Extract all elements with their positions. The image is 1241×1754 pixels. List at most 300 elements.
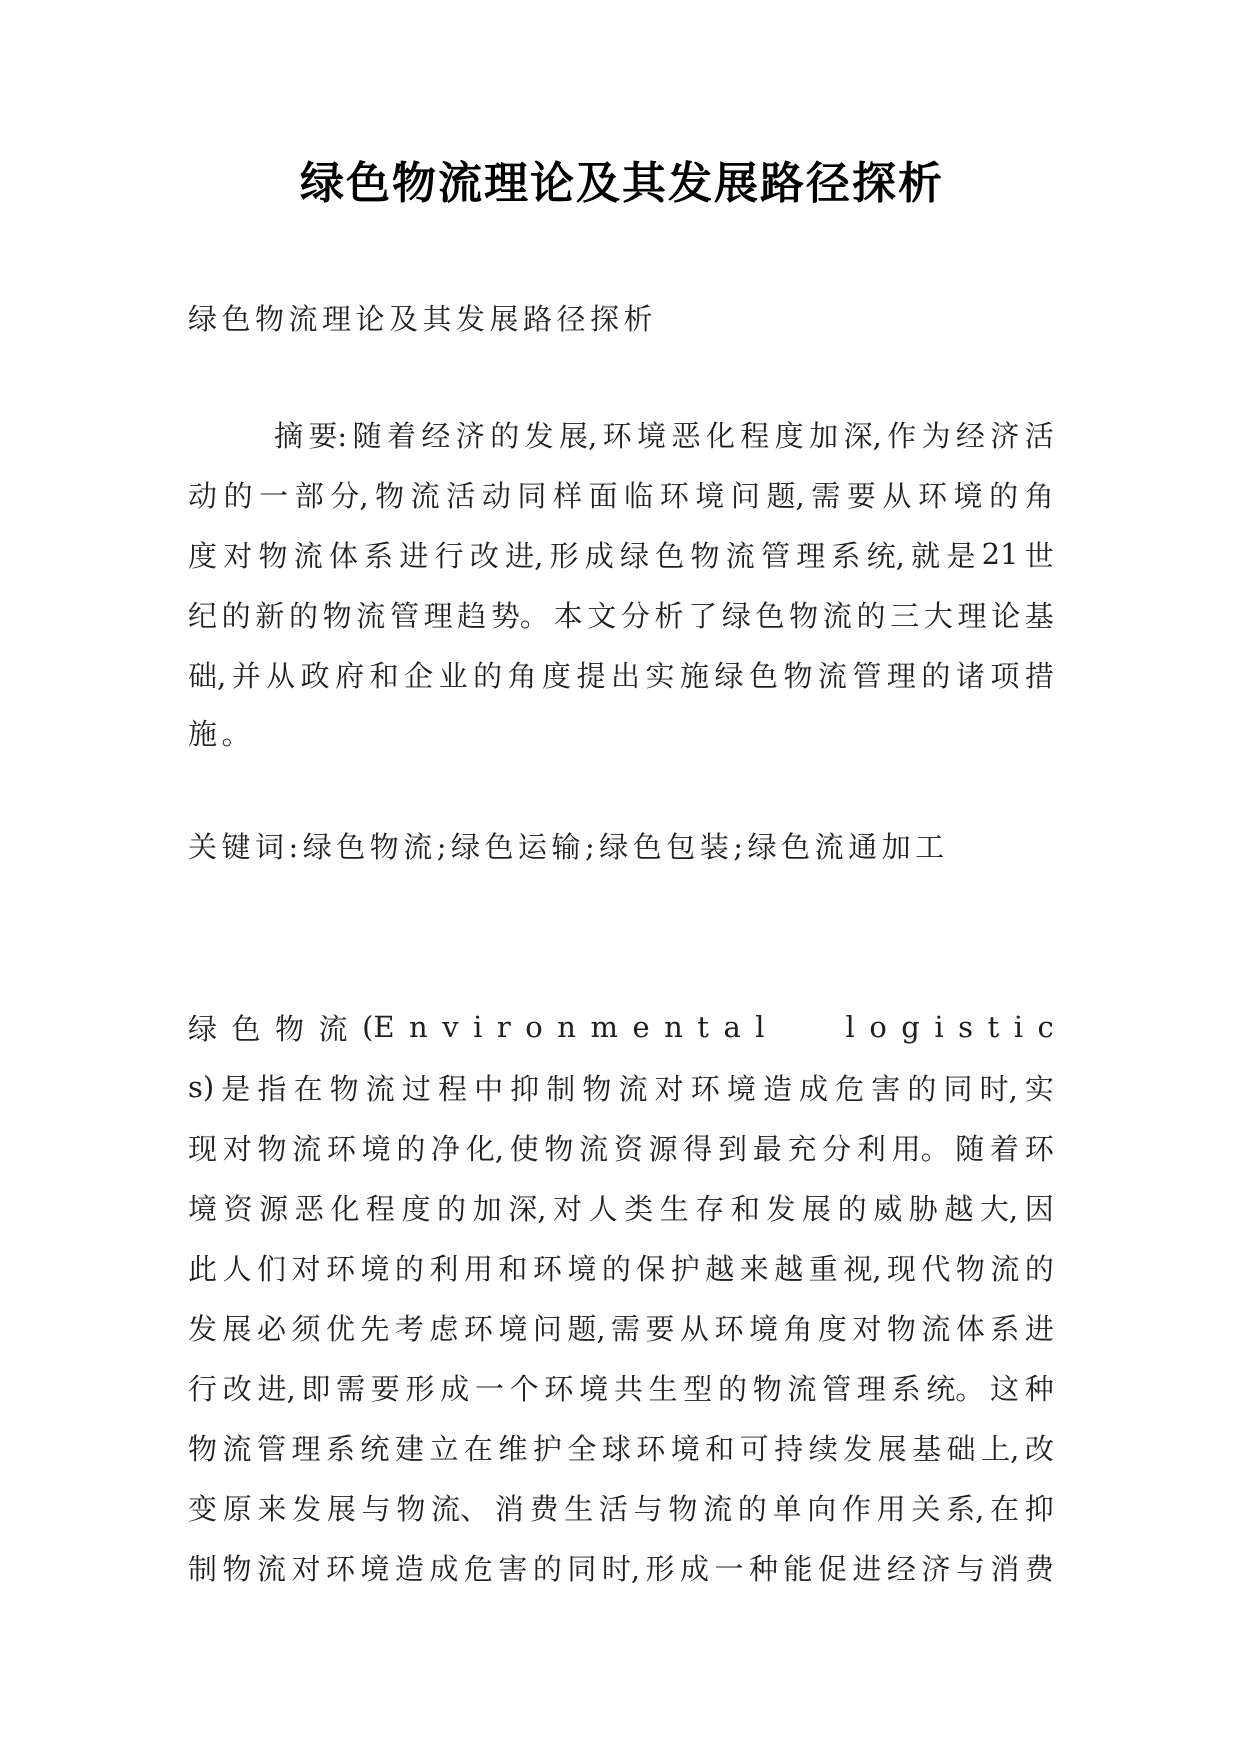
text-glyph: 发 — [843, 1431, 873, 1466]
text-glyph: 对 — [552, 1191, 582, 1226]
text-glyph: 府 — [335, 658, 365, 693]
text-glyph: 形 — [405, 1371, 435, 1406]
text-glyph: 进, — [257, 1371, 296, 1406]
text-glyph: 从 — [882, 478, 912, 513]
text-glyph: 流 — [410, 478, 440, 513]
text-glyph: 虑 — [429, 1311, 459, 1346]
text-glyph: 原 — [222, 1491, 252, 1526]
text-glyph: 人 — [222, 1251, 252, 1286]
text-glyph: 抑 — [510, 1071, 540, 1106]
text-glyph: 动 — [481, 478, 511, 513]
text-glyph: 度 — [817, 1311, 847, 1346]
text-glyph: 环 — [690, 1071, 720, 1106]
text-glyph: 统 — [360, 1431, 390, 1466]
text-glyph: 形 — [549, 538, 579, 573]
text-glyph: 现 — [188, 1131, 218, 1166]
text-glyph: 物 — [783, 658, 813, 693]
text-glyph: 济 — [990, 418, 1020, 453]
text-glyph: 促 — [817, 1551, 847, 1586]
text-glyph: 环 — [659, 478, 689, 513]
text-glyph: 改 — [1024, 1431, 1054, 1466]
text-glyph: o — [869, 1010, 887, 1044]
text-glyph: 角 — [1024, 478, 1054, 513]
text-glyph: 境 — [361, 1131, 391, 1166]
text-glyph: 环 — [636, 1431, 666, 1466]
text-glyph: o — [525, 1010, 543, 1044]
text-glyph: 的 — [396, 1131, 426, 1166]
text-glyph: 需 — [811, 478, 841, 513]
text-glyph: 成 — [679, 1551, 709, 1586]
text-glyph: 对 — [222, 1131, 252, 1166]
text-glyph: 变 — [188, 1491, 218, 1526]
text-glyph: 时, — [979, 1071, 1018, 1106]
text-glyph: 度 — [401, 1191, 431, 1226]
body-line — [188, 1057, 1054, 1117]
text-glyph: 一 — [259, 478, 289, 513]
text-glyph: 绿 — [188, 1011, 218, 1046]
text-glyph: 改 — [222, 1371, 252, 1406]
text-glyph: 临 — [624, 478, 654, 513]
text-glyph: 的 — [856, 598, 886, 633]
text-glyph: 加 — [809, 418, 839, 453]
text-glyph: 境 — [695, 478, 725, 513]
text-glyph: 物 — [322, 598, 352, 633]
text-glyph: 大 — [923, 598, 953, 633]
text-glyph: 面 — [588, 478, 618, 513]
text-glyph: 理 — [796, 538, 826, 573]
text-glyph: 问 — [730, 478, 760, 513]
text-glyph: 胁 — [908, 1191, 938, 1226]
text-glyph: 发 — [292, 1491, 322, 1526]
text-glyph: 的 — [532, 1551, 562, 1586]
text-glyph: 同 — [943, 1071, 973, 1106]
text-glyph: 流 — [725, 538, 755, 573]
text-glyph: 物 — [375, 478, 405, 513]
abstract-line — [188, 404, 1054, 464]
text-glyph: 用。 — [891, 1131, 950, 1166]
text-glyph: 对 — [291, 1551, 321, 1586]
text-glyph: 活 — [598, 1491, 628, 1526]
text-glyph: 济 — [455, 418, 485, 453]
text-glyph: 理 — [423, 598, 453, 633]
text-glyph: 这 — [990, 1371, 1020, 1406]
text-glyph: 建 — [394, 1431, 424, 1466]
text-glyph: 物 — [275, 1011, 305, 1046]
text-glyph: 进 — [852, 1551, 882, 1586]
text-glyph: 随 — [352, 418, 382, 453]
text-glyph: 成 — [799, 1071, 829, 1106]
text-glyph: 的 — [601, 1251, 631, 1286]
text-glyph: 本 — [553, 598, 583, 633]
text-glyph: 系 — [325, 1431, 355, 1466]
text-glyph: t — [987, 1010, 1000, 1044]
text-glyph: 在 — [463, 1431, 493, 1466]
body-paragraph — [188, 997, 1054, 1597]
text-glyph: 型 — [683, 1371, 713, 1406]
text-glyph: 是 — [221, 1071, 251, 1106]
text-glyph: 础, — [188, 658, 227, 693]
text-glyph: 流、 — [431, 1491, 490, 1526]
text-glyph: 体 — [955, 1311, 985, 1346]
text-glyph: 境 — [579, 1371, 609, 1406]
text-glyph: 可 — [739, 1431, 769, 1466]
text-glyph: 对 — [852, 1311, 882, 1346]
text-glyph: 利 — [429, 1251, 459, 1286]
text-glyph: 三 — [890, 598, 920, 633]
text-glyph: 能 — [783, 1551, 813, 1586]
abstract-paragraph — [188, 404, 1054, 764]
text-glyph: 系 — [990, 1311, 1020, 1346]
text-glyph: 展, — [559, 418, 598, 453]
text-glyph: 优 — [325, 1311, 355, 1346]
text-glyph: 理 — [856, 1371, 886, 1406]
body-line — [188, 1477, 1054, 1537]
text-glyph: 先 — [360, 1311, 390, 1346]
text-glyph: 从 — [266, 658, 296, 693]
text-glyph: 生 — [564, 1491, 594, 1526]
text-glyph: 经 — [955, 418, 985, 453]
text-glyph: 物 — [789, 598, 819, 633]
document-subtitle: 绿色物流理论及其发展路径探析 — [188, 302, 658, 336]
text-glyph: 基 — [1024, 598, 1054, 633]
text-glyph: 立 — [429, 1431, 459, 1466]
text-glyph: 的 — [288, 598, 318, 633]
text-glyph: 时, — [601, 1551, 641, 1586]
text-glyph: 环 — [463, 1311, 493, 1346]
text-glyph: 境 — [188, 1191, 218, 1226]
text-glyph: 的 — [394, 1251, 424, 1286]
text-glyph: 环 — [602, 418, 632, 453]
text-glyph: 对 — [654, 1071, 684, 1106]
text-glyph: 净 — [431, 1131, 461, 1166]
text-glyph: 项 — [990, 658, 1020, 693]
text-glyph: 流 — [365, 1071, 395, 1106]
text-glyph: 的 — [837, 1191, 867, 1226]
text-glyph: 考 — [394, 1311, 424, 1346]
body-line — [188, 1237, 1054, 1297]
text-glyph: 同 — [567, 1551, 597, 1586]
text-glyph: 害 — [871, 1071, 901, 1106]
text-glyph: 的 — [473, 658, 503, 693]
text-glyph: 流 — [222, 1431, 252, 1466]
text-glyph: 度 — [542, 658, 572, 693]
text-glyph: 境 — [726, 1071, 756, 1106]
text-glyph: 流 — [990, 1251, 1020, 1286]
text-glyph: i — [1013, 1010, 1023, 1044]
text-glyph: 境 — [360, 1251, 390, 1286]
text-glyph: 资 — [613, 1131, 643, 1166]
text-glyph: 的 — [437, 1191, 467, 1226]
text-glyph: 色 — [231, 1011, 261, 1046]
text-glyph: 用 — [463, 1251, 493, 1286]
text-glyph: 来 — [257, 1491, 287, 1526]
text-glyph: 物 — [329, 1071, 359, 1106]
text-glyph: 的 — [737, 1491, 767, 1526]
text-glyph: 题, — [567, 1311, 606, 1346]
text-glyph: 进 — [399, 538, 429, 573]
text-glyph: l — [845, 1010, 855, 1044]
text-glyph: 威 — [873, 1191, 903, 1226]
keywords-line: 关键词:绿色物流;绿色运输;绿色包装;绿色流通加工 — [188, 830, 949, 864]
text-glyph: 展 — [877, 1431, 907, 1466]
text-glyph: 企 — [404, 658, 434, 693]
text-glyph: 管 — [852, 658, 882, 693]
text-glyph: 度 — [188, 538, 218, 573]
text-glyph: 一 — [474, 1371, 504, 1406]
text-glyph: 境 — [498, 1311, 528, 1346]
text-glyph: 活 — [1024, 418, 1054, 453]
text-glyph: 经 — [421, 418, 451, 453]
text-glyph: 持 — [774, 1431, 804, 1466]
text-glyph: 抑 — [1024, 1491, 1054, 1526]
text-glyph: 管 — [760, 538, 790, 573]
text-glyph: 是 — [946, 538, 976, 573]
text-glyph: r — [496, 1010, 511, 1044]
text-glyph: 越 — [705, 1251, 735, 1286]
text-glyph: n — [664, 1010, 683, 1044]
text-glyph: 题, — [766, 478, 805, 513]
text-glyph: 造 — [762, 1071, 792, 1106]
text-glyph: 源 — [259, 1191, 289, 1226]
text-glyph: 最 — [752, 1131, 782, 1166]
text-glyph: 造 — [394, 1551, 424, 1586]
text-glyph: 和 — [730, 1191, 760, 1226]
text-glyph: i — [473, 1010, 483, 1044]
text-glyph: 施 — [679, 658, 709, 693]
text-glyph: t — [697, 1010, 709, 1044]
text-glyph: 需 — [336, 1371, 366, 1406]
text-glyph: 形 — [645, 1551, 675, 1586]
text-glyph: 摘 — [274, 418, 304, 453]
text-glyph: 随 — [955, 1131, 985, 1166]
text-glyph: 展 — [326, 1491, 356, 1526]
text-glyph: 费 — [1024, 1551, 1054, 1586]
text-glyph: 的 — [907, 1071, 937, 1106]
text-glyph: 业 — [438, 658, 468, 693]
text-glyph: 样 — [552, 478, 582, 513]
text-glyph: 础 — [946, 1431, 976, 1466]
text-glyph: 费 — [529, 1491, 559, 1526]
text-glyph: v — [442, 1010, 459, 1044]
text-glyph: 视, — [843, 1251, 882, 1286]
text-glyph: 管 — [822, 1371, 852, 1406]
text-glyph: 统, — [866, 538, 905, 573]
text-glyph: 成 — [429, 1551, 459, 1586]
text-glyph: 恶 — [671, 418, 701, 453]
text-glyph: 理 — [291, 1431, 321, 1466]
text-glyph: 物 — [582, 1071, 612, 1106]
text-glyph: 的 — [490, 418, 520, 453]
text-glyph: 流 — [822, 598, 852, 633]
text-glyph: 发 — [524, 418, 554, 453]
text-glyph: 21 — [981, 537, 1019, 571]
text-glyph: 护 — [670, 1251, 700, 1286]
text-glyph: 的 — [221, 598, 251, 633]
text-glyph: 越 — [944, 1191, 974, 1226]
text-glyph: 环 — [326, 1131, 356, 1166]
text-glyph: 物 — [258, 538, 288, 573]
text-glyph: 物 — [690, 538, 720, 573]
text-glyph: 类 — [624, 1191, 654, 1226]
text-glyph: 的 — [989, 478, 1019, 513]
text-glyph: 环 — [544, 1371, 574, 1406]
text-glyph: 物 — [955, 1251, 985, 1286]
text-glyph: 角 — [783, 1311, 813, 1346]
text-glyph: 流 — [292, 1131, 322, 1166]
text-glyph: 的 — [921, 658, 951, 693]
text-glyph: 行 — [434, 538, 464, 573]
text-glyph: 代 — [921, 1251, 951, 1286]
text-glyph: 生 — [648, 1371, 678, 1406]
text-glyph: 论 — [991, 598, 1021, 633]
text-glyph: 经 — [886, 1551, 916, 1586]
text-glyph: s — [958, 1010, 974, 1044]
text-glyph: 进, — [505, 538, 544, 573]
text-glyph: 保 — [636, 1251, 666, 1286]
text-glyph: l — [755, 1010, 765, 1044]
text-glyph: 诸 — [955, 658, 985, 693]
text-glyph: 在 — [990, 1491, 1020, 1526]
text-glyph: 展 — [802, 1191, 832, 1226]
text-glyph: 绿 — [721, 598, 751, 633]
text-glyph: 环 — [917, 478, 947, 513]
text-glyph: 系 — [831, 538, 861, 573]
text-glyph: 物 — [752, 1371, 782, 1406]
text-glyph: 恶 — [294, 1191, 324, 1226]
text-glyph: n — [409, 1010, 428, 1044]
text-glyph: 来 — [739, 1251, 769, 1286]
text-glyph: 着 — [990, 1131, 1020, 1166]
text-glyph: 管 — [389, 598, 419, 633]
text-glyph: 因 — [1024, 1191, 1054, 1226]
text-glyph: 大, — [979, 1191, 1019, 1226]
document-title: 绿色物流理论及其发展路径探析 — [300, 158, 944, 209]
text-glyph: 消 — [494, 1491, 524, 1526]
text-glyph: 发 — [188, 1311, 218, 1346]
text-glyph: 色 — [755, 598, 785, 633]
text-glyph: 色 — [655, 538, 685, 573]
text-glyph: 物 — [188, 1431, 218, 1466]
text-glyph: 制 — [188, 1551, 218, 1586]
text-glyph: 危 — [463, 1551, 493, 1586]
text-glyph: 新 — [255, 598, 285, 633]
text-glyph: c — [1037, 1010, 1054, 1044]
text-glyph: 上, — [981, 1431, 1020, 1466]
text-glyph: 用 — [876, 1491, 906, 1526]
text-glyph: 角 — [507, 658, 537, 693]
text-glyph: e — [632, 1010, 650, 1044]
text-glyph: 和 — [369, 658, 399, 693]
text-glyph: 危 — [835, 1071, 865, 1106]
text-glyph: 基 — [912, 1431, 942, 1466]
text-glyph: 就 — [911, 538, 941, 573]
text-glyph: 度 — [774, 418, 804, 453]
text-glyph: 文 — [587, 598, 617, 633]
text-glyph: 要 — [645, 1311, 675, 1346]
text-glyph: 境 — [637, 418, 667, 453]
text-glyph: 必 — [256, 1311, 286, 1346]
text-glyph: 和 — [705, 1431, 735, 1466]
text-glyph: 个 — [509, 1371, 539, 1406]
text-glyph: 此 — [188, 1251, 218, 1286]
text-glyph: 管 — [256, 1431, 286, 1466]
text-glyph: 出 — [611, 658, 641, 693]
text-glyph: 要 — [370, 1371, 400, 1406]
text-glyph: 维 — [498, 1431, 528, 1466]
text-glyph: 害 — [498, 1551, 528, 1586]
text-glyph: 球 — [601, 1431, 631, 1466]
abstract-line — [188, 464, 1054, 524]
text-glyph: 部 — [294, 478, 324, 513]
text-glyph: 了 — [688, 598, 718, 633]
text-glyph: 分, — [330, 478, 369, 513]
text-glyph: 统。 — [926, 1371, 985, 1406]
body-line — [188, 1297, 1054, 1357]
text-glyph: 理 — [886, 658, 916, 693]
text-glyph: 物 — [544, 1131, 574, 1166]
text-glyph: 种 — [748, 1551, 778, 1586]
text-glyph: 济 — [921, 1551, 951, 1586]
text-glyph: 境 — [670, 1431, 700, 1466]
text-glyph: 化, — [465, 1131, 504, 1166]
text-glyph: 趋 — [457, 598, 487, 633]
text-glyph: 化 — [330, 1191, 360, 1226]
text-glyph: g — [901, 1010, 920, 1044]
text-glyph: 程 — [437, 1071, 467, 1106]
text-glyph: 的 — [717, 1371, 747, 1406]
text-glyph: 理 — [957, 598, 987, 633]
text-glyph: 对 — [291, 1251, 321, 1286]
text-glyph: 程 — [740, 418, 770, 453]
text-glyph: 境 — [360, 1551, 390, 1586]
text-glyph: 物 — [222, 1551, 252, 1586]
text-glyph: 作 — [887, 418, 917, 453]
body-line — [188, 1117, 1054, 1177]
body-line — [188, 1417, 1054, 1477]
body-line — [188, 1357, 1054, 1417]
text-glyph: 即 — [301, 1371, 331, 1406]
text-glyph: 深, — [843, 418, 882, 453]
text-glyph: 和 — [498, 1251, 528, 1286]
abstract-line — [188, 584, 1054, 644]
text-glyph: 物 — [257, 1131, 287, 1166]
text-glyph: 同 — [517, 478, 547, 513]
text-glyph: 绿 — [714, 658, 744, 693]
text-glyph: 与 — [633, 1491, 663, 1526]
text-glyph: 流 — [579, 1131, 609, 1166]
text-glyph: 环 — [714, 1311, 744, 1346]
text-glyph: 措 — [1024, 658, 1054, 693]
text-glyph: 境 — [567, 1251, 597, 1286]
text-glyph: 化 — [705, 418, 735, 453]
text-glyph: 制 — [546, 1071, 576, 1106]
text-glyph: 在 — [293, 1071, 323, 1106]
text-glyph: 源 — [648, 1131, 678, 1166]
text-glyph: 充 — [787, 1131, 817, 1166]
text-glyph: 体 — [328, 538, 358, 573]
text-glyph: 物 — [668, 1491, 698, 1526]
text-glyph: 与 — [361, 1491, 391, 1526]
text-glyph: 着 — [386, 418, 416, 453]
text-glyph: a — [723, 1010, 741, 1044]
text-glyph: 色 — [748, 658, 778, 693]
text-glyph: (E — [362, 1010, 395, 1044]
text-glyph: 利 — [856, 1131, 886, 1166]
text-glyph: 成 — [440, 1371, 470, 1406]
text-glyph: 护 — [532, 1431, 562, 1466]
text-glyph: 深, — [508, 1191, 547, 1226]
text-glyph: 环 — [1024, 1131, 1054, 1166]
